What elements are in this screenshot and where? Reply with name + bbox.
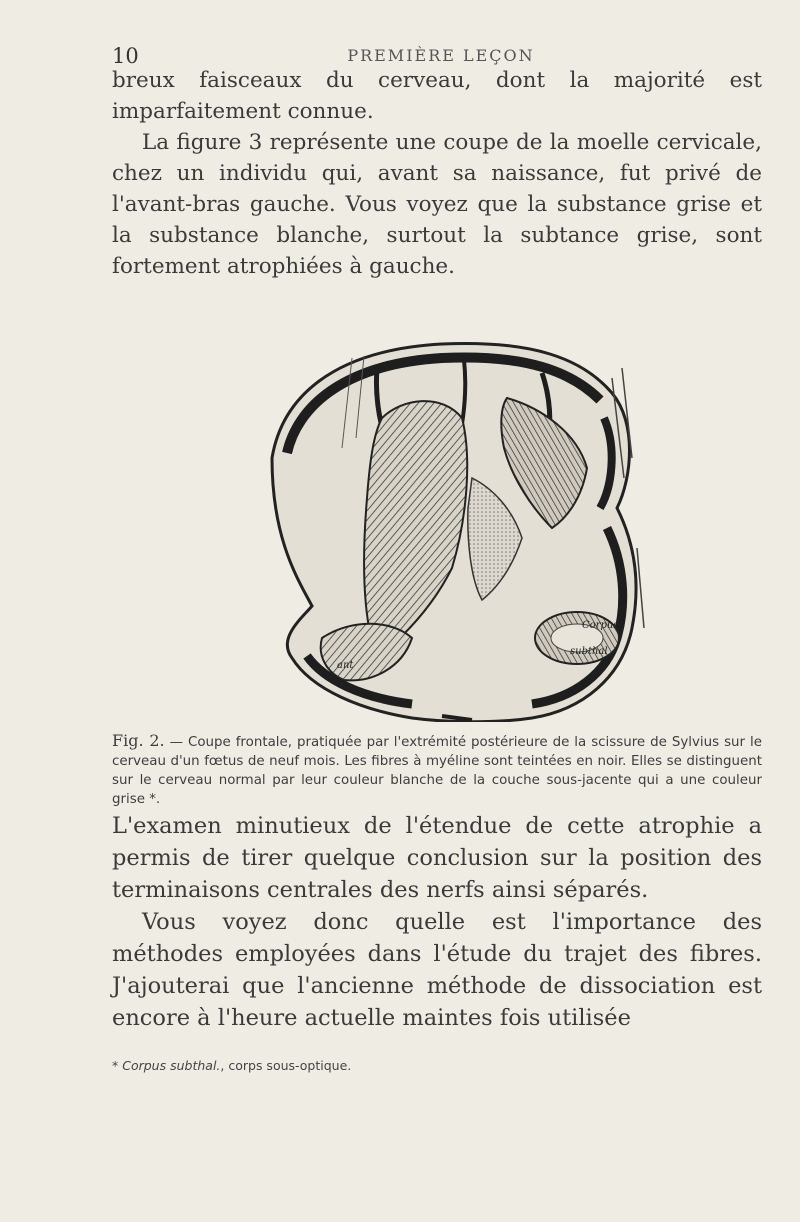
label-subthal: subthal	[570, 646, 608, 657]
caption-label: Fig. 2.	[112, 731, 165, 750]
footnote-term: Corpus subthal.	[122, 1058, 221, 1073]
running-title: PREMIÈRE LEÇON	[347, 46, 535, 65]
paragraph-methodes: Vous voyez donc quelle est l'importance des méthodes employées dans l'étude du trajet des fibres. J'ajouterai que l'ancienne méthode de dissociation est encore à l'heure actuelle maintes fois utilisée	[112, 909, 762, 1031]
footnote-text: , corps sous-optique.	[220, 1058, 352, 1073]
page-number: 10	[112, 44, 139, 68]
paragraph-continuation: breux faisceaux du cerveau, dont la majorité est imparfaitement connue.	[112, 68, 762, 124]
paragraph-figure-3: La figure 3 représente une coupe de la moelle cervicale, chez un individu qui, avant sa naissance, fut privé de l'avant-bras gauche. Vous voyez que la substance grise et la substance blanche, surtout la subtance grise, sont fortement atrophiées à gauche.	[112, 130, 762, 279]
label-ant: ant	[337, 660, 354, 671]
brain-section-illustration	[112, 338, 762, 722]
brain-section-figure	[112, 338, 762, 722]
caption-text: — Coupe frontale, pratiquée par l'extrémité postérieure de la scissure de Sylvius sur le cerveau d'un fœtus de neuf mois. Les fibres à myéline sont teintées en noir. Elles se distinguent sur le cerveau normal par leur couleur blanche de la couche sous-jacente qui a une couleur grise *.	[112, 735, 762, 807]
figure-caption	[112, 731, 762, 809]
top-text-block	[112, 65, 762, 282]
footnote	[112, 1058, 762, 1073]
label-corpus: Corpus	[582, 620, 619, 631]
paragraph-examen: L'examen minutieux de l'étendue de cette atrophie a permis de tirer quelque conclusion sur la position des terminaisons centrales des nerfs ainsi séparés.	[112, 813, 762, 903]
footnote-marker: *	[112, 1058, 123, 1073]
bottom-text-block	[112, 810, 762, 1034]
